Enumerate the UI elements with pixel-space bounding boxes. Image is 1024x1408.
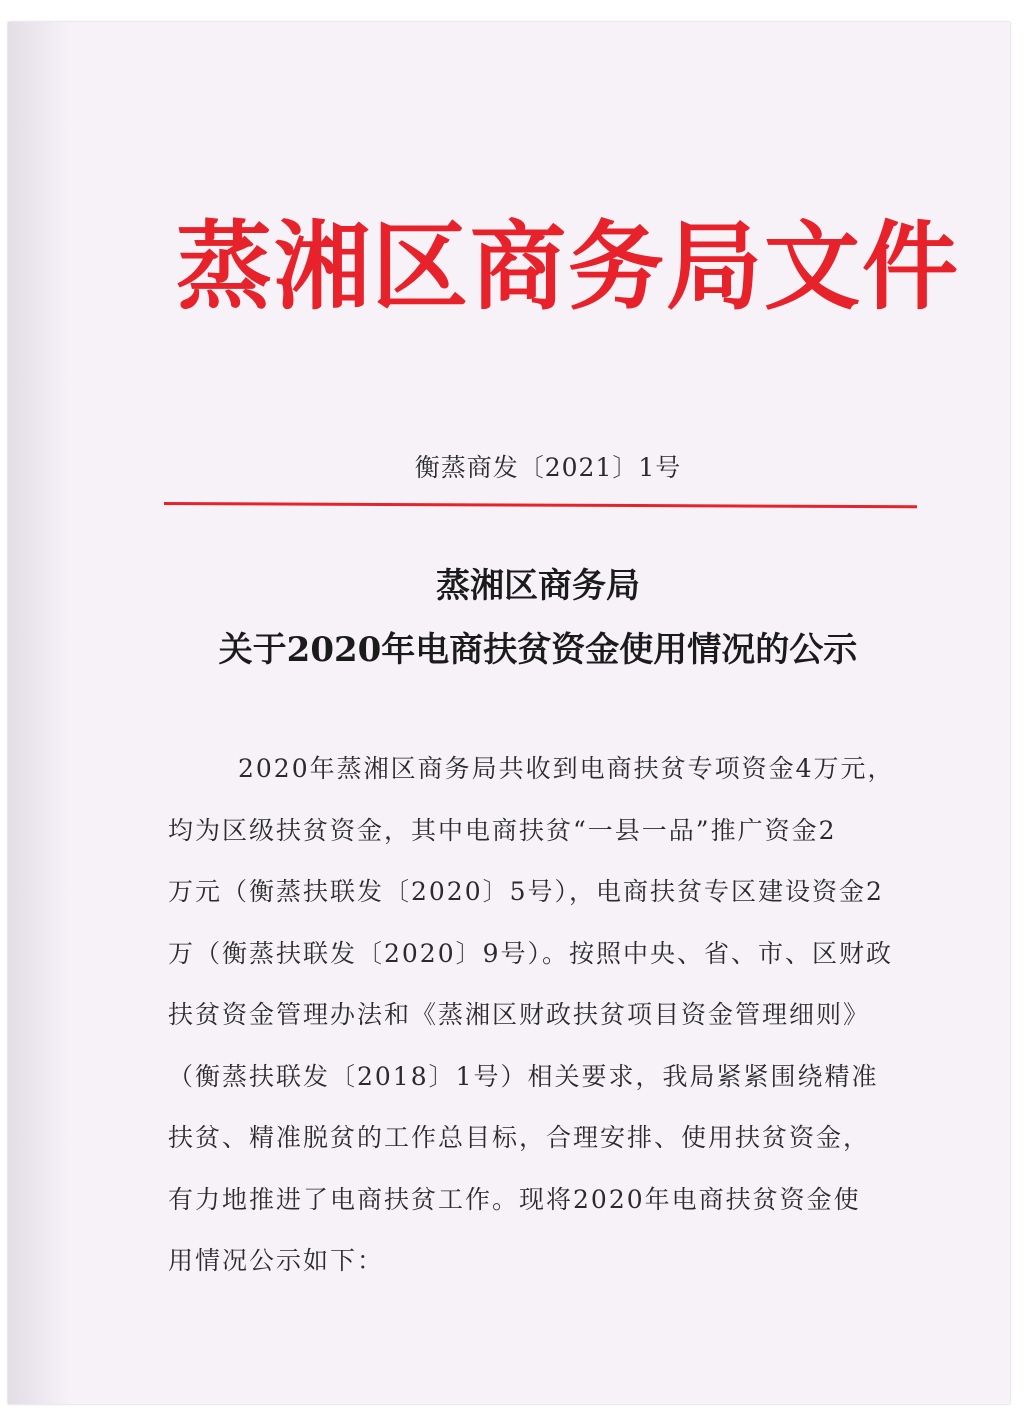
body-line: 万（衡蒸扶联发〔2020〕9号）。按照中央、省、市、区财政 (168, 938, 894, 968)
body-line: 扶贫、精准脱贫的工作总目标，合理安排、使用扶贫资金， (168, 1123, 871, 1152)
body-line: 万元（衡蒸扶联发〔2020〕5号），电商扶贫专区建设资金2 (168, 877, 884, 906)
body-line: 均为区级扶贫资金，其中电商扶贫“一县一品”推广资金2 (168, 815, 837, 845)
body-line: 扶贫资金管理办法和《蒸湘区财政扶贫项目资金管理细则》 (168, 1000, 871, 1029)
banner-title: 蒸湘区商务局文件 (176, 210, 960, 323)
body-line: （衡蒸扶联发〔2018〕1号）相关要求，我局紧紧围绕精准 (168, 1061, 879, 1091)
body-line: 用情况公示如下： (168, 1246, 385, 1275)
body-line: 有力地推进了电商扶贫工作。现将2020年电商扶贫资金使 (168, 1184, 861, 1214)
document-title-line-1: 蒸湘区商务局 (436, 566, 640, 606)
document-title-line-2: 关于2020年电商扶贫资金使用情况的公示 (218, 630, 858, 670)
document-number: 衡蒸商发〔2021〕1号 (414, 453, 682, 482)
document-page (8, 22, 1010, 1404)
red-divider-line (164, 502, 917, 508)
body-text (168, 738, 895, 1292)
body-line: 2020年蒸湘区商务局共收到电商扶贫专项资金4万元， (238, 754, 895, 783)
